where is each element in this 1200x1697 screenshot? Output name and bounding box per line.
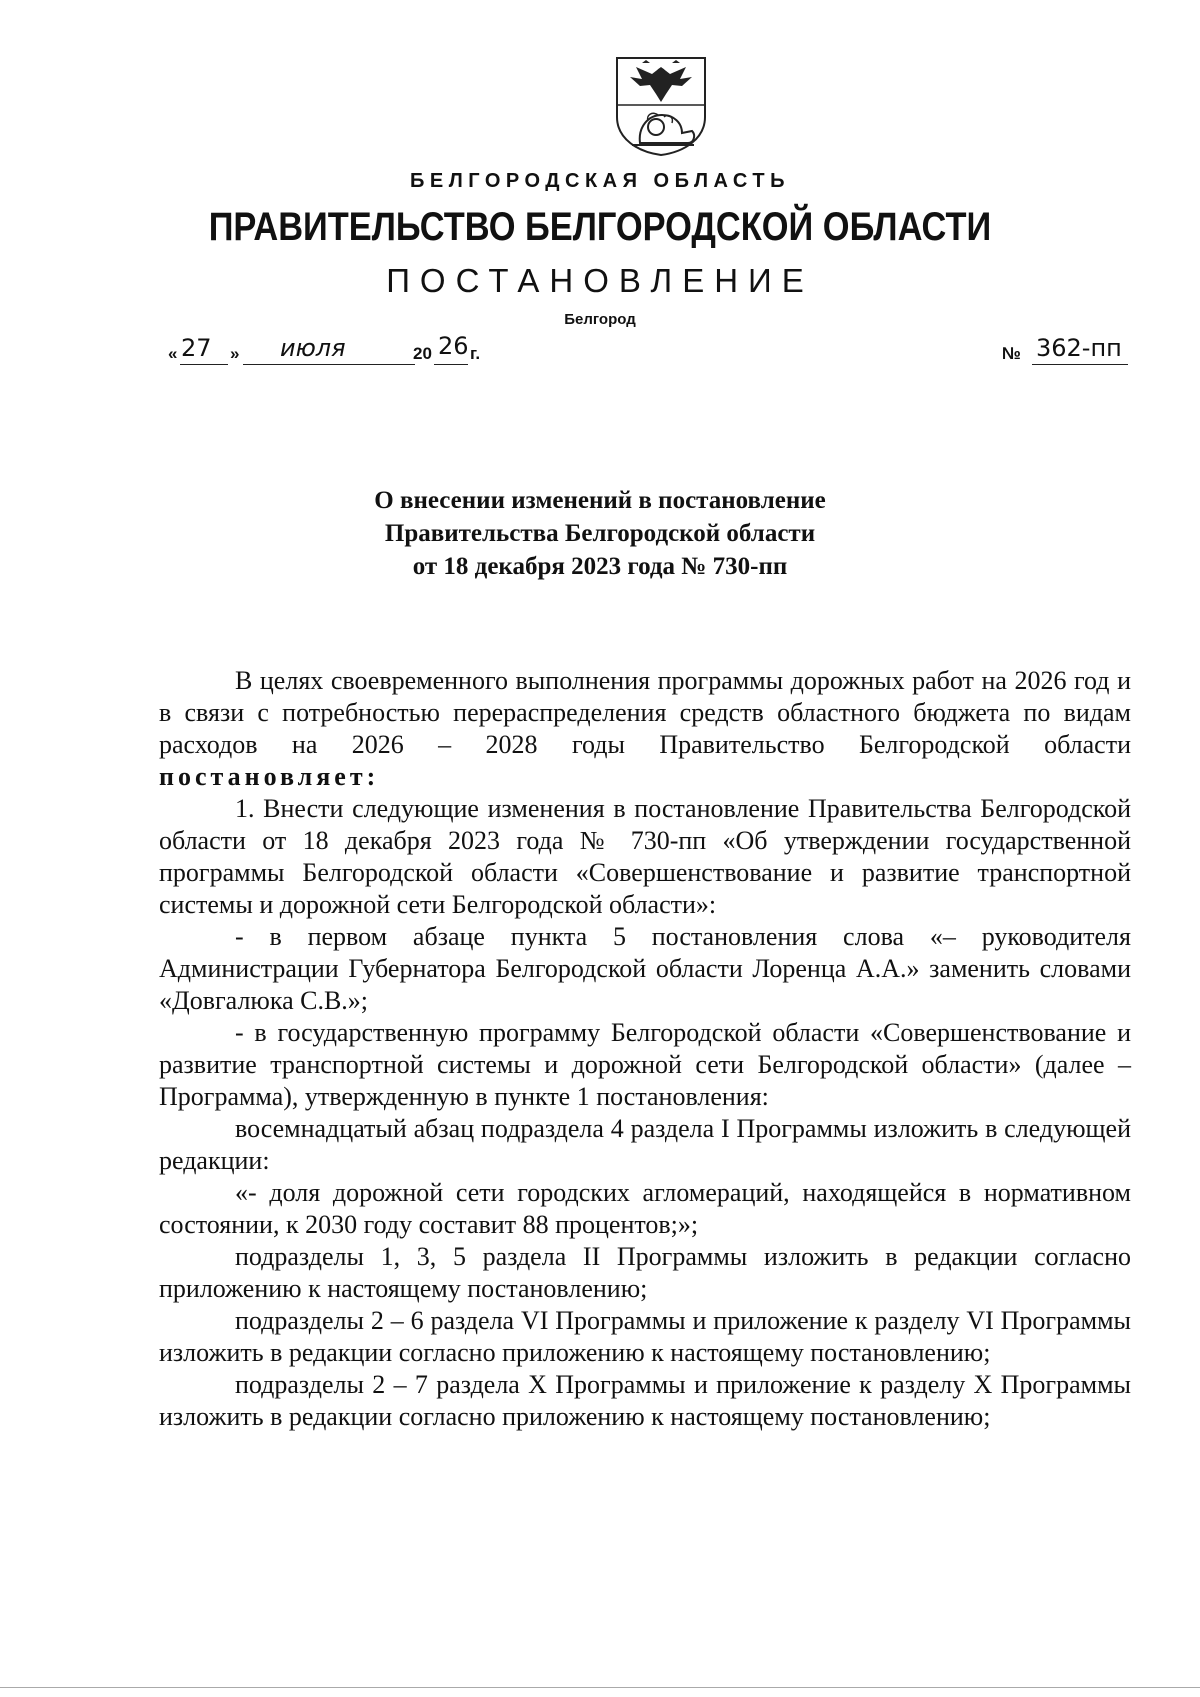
document-title (0, 484, 1200, 583)
government-name: ПРАВИТЕЛЬСТВО БЕЛГОРОДСКОЙ ОБЛАСТИ (208, 205, 992, 249)
paragraph-5: «- доля дорожной сети городских агломераций, находящейся в нормативном состоянии, к 2030 году составит 88 процентов;»; (159, 1178, 1131, 1239)
preamble-emphasis: постановляет: (159, 762, 380, 791)
date-day: 27 (181, 334, 212, 362)
region-name: БЕЛГОРОДСКАЯ ОБЛАСТЬ (410, 170, 790, 192)
title-line-2: Правительства Белгородской области (384, 520, 816, 547)
paragraph-8: подразделы 2 – 7 раздела X Программы и приложение к разделу X Программы изложить в редакции согласно приложению к настоящему постановлению; (159, 1370, 1131, 1431)
preamble-text: В целях своевременного выполнения программы дорожных работ на 2026 год и в связи с потребностью перераспределения средств областного бюджета по видам расходов на 2026 – 2028 годы Правительство Белгородской области (159, 666, 1131, 759)
date-month: июля (280, 334, 346, 362)
title-line-1: О внесении изменений в постановление (374, 487, 826, 514)
paragraph-6: подразделы 1, 3, 5 раздела II Программы изложить в редакции согласно приложению к настоящему постановлению; (159, 1242, 1131, 1303)
city-name: Белгород (564, 311, 636, 328)
date-open-quote: « (168, 344, 178, 363)
date-year-mark: г. (470, 344, 481, 363)
paragraph-1: 1. Внести следующие изменения в постановление Правительства Белгородской области от 18 декабря 2023 года № 730-пп «Об утверждении государственной программы Белгородской области «Совершенствование и развитие транспортной системы и дорожной сети Белгородской области»: (159, 794, 1131, 919)
paragraph-7: подразделы 2 – 6 раздела VI Программы и приложение к разделу VI Программы изложить в редакции согласно приложению к настоящему постановлению; (159, 1306, 1131, 1367)
number-value: 362-пп (1036, 334, 1122, 362)
scan-edge-line (0, 1687, 1200, 1688)
year-underline (434, 364, 468, 365)
paragraph-preamble (159, 665, 1131, 793)
paragraph-2: - в первом абзаце пункта 5 постановления слова «– руководителя Администрации Губернатора Белгородской области Лоренца А.А.» заменить словами «Довгалюка С.В.»; (159, 922, 1131, 1015)
coat-of-arms-icon (612, 55, 710, 157)
paragraph-4: восемнадцатый абзац подраздела 4 раздела I Программы изложить в следующей редакции: (159, 1114, 1131, 1175)
paragraph-3: - в государственную программу Белгородской области «Совершенствование и развитие транспортной системы и дорожной сети Белгородской области» (далее – Программа), утвержденную в пункте 1 постановления: (159, 1018, 1131, 1111)
number-underline (1032, 364, 1128, 365)
document-body (159, 665, 1131, 1433)
date-year-suffix: 26 (438, 332, 469, 360)
document-type: ПОСТАНОВЛЕНИЕ (386, 262, 814, 299)
date-year-prefix: 20 (413, 344, 432, 363)
title-line-3: от 18 декабря 2023 года № 730-пп (412, 553, 788, 580)
month-underline (243, 364, 415, 365)
number-prefix: № (1002, 344, 1021, 363)
document-number (1002, 336, 1132, 366)
date-close-quote: » (230, 344, 240, 363)
day-underline (180, 364, 228, 365)
